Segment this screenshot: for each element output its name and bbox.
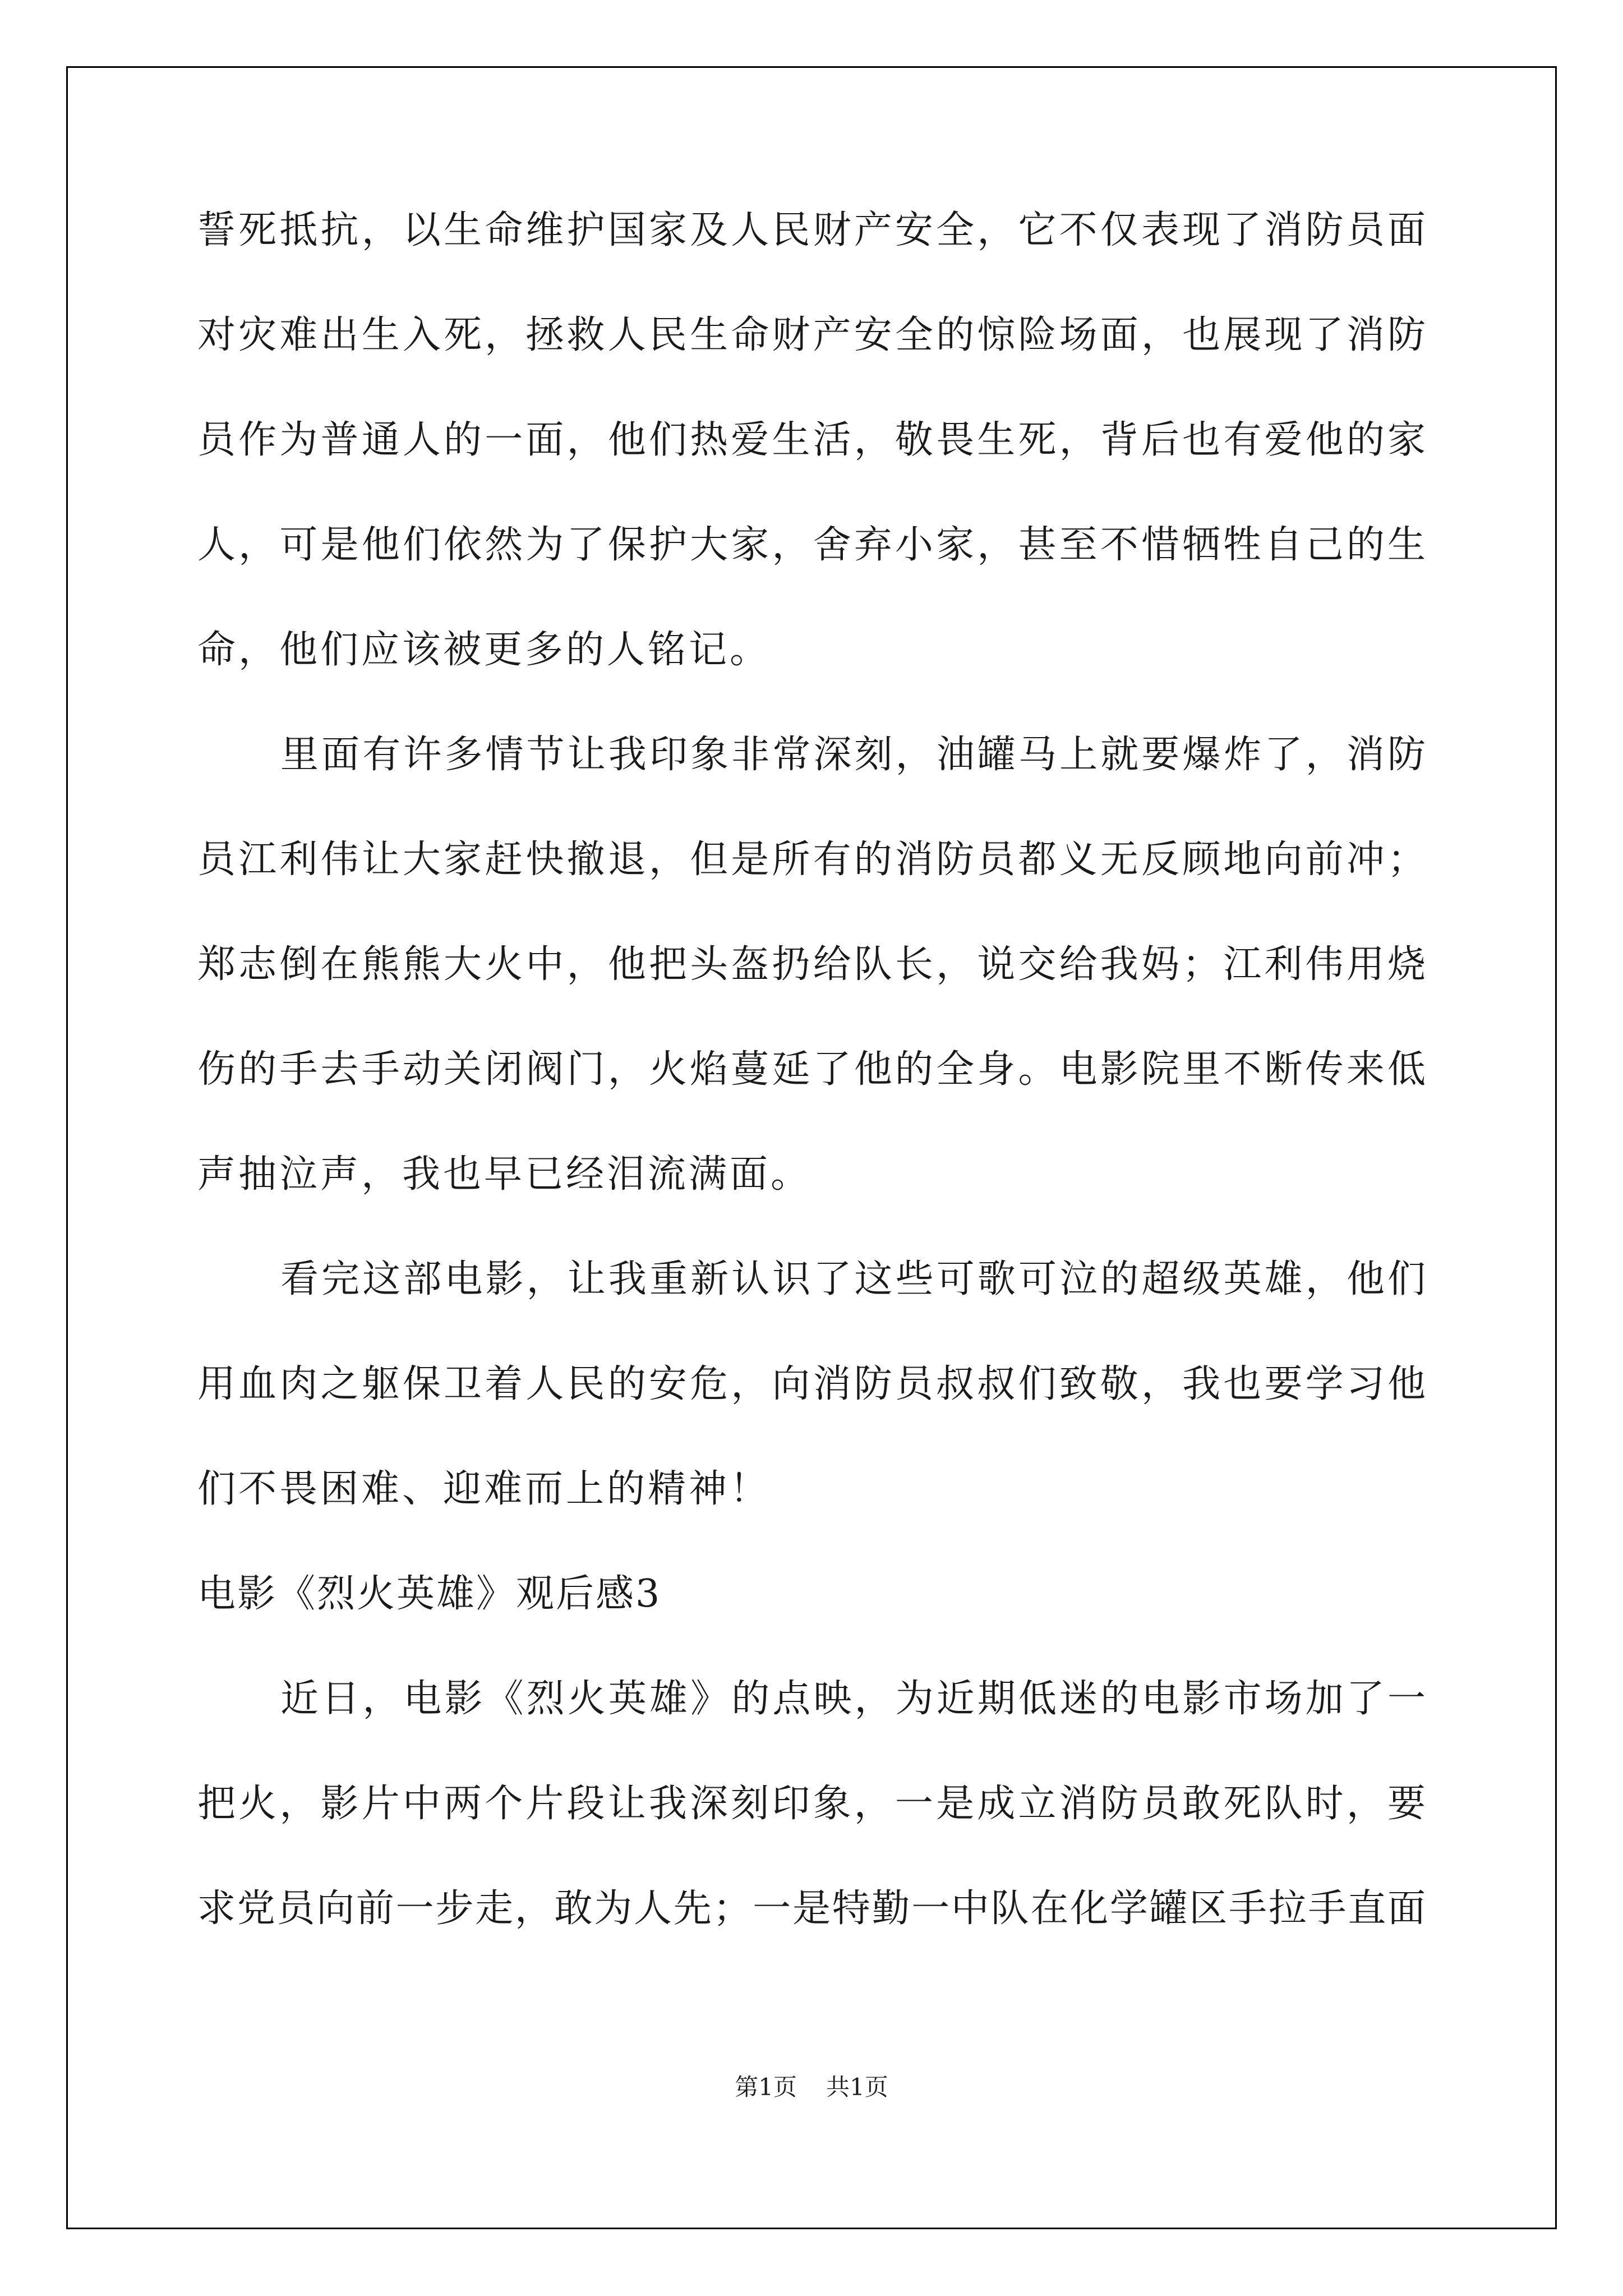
text-line: 们不畏困难、迎难而上的精神！ — [197, 1467, 771, 1511]
page-footer — [0, 2073, 1623, 2101]
text-line: 把火，影片中两个片段让我深刻印象，一是成立消防员敢死队时，要 — [197, 1782, 1426, 1826]
text-line: 誓死抵抗，以生命维护国家及人民财产安全，它不仅表现了消防员面 — [197, 208, 1426, 252]
paragraph-first-line: 近日，电影《烈火英雄》的点映，为近期低迷的电影市场加了一 — [280, 1677, 1426, 1721]
text-line: 郑志倒在熊熊大火中，他把头盔扔给队长，说交给我妈；江利伟用烧 — [197, 942, 1426, 987]
section-heading: 电影《烈火英雄》观后感3 — [197, 1572, 662, 1616]
page-number: 第1页 — [735, 2073, 797, 2101]
text-line: 伤的手去手动关闭阀门，火焰蔓延了他的全身。电影院里不断传来低 — [197, 1047, 1426, 1092]
text-line: 对灾难出生入死，拯救人民生命财产安全的惊险场面，也展现了消防 — [197, 313, 1426, 357]
text-line: 求党员向前一步走，敢为人先；一是特勤一中队在化学罐区手拉手直面 — [197, 1887, 1426, 1931]
text-line: 用血肉之躯保卫着人民的安危，向消防员叔叔们致敬，我也要学习他 — [197, 1362, 1426, 1406]
paragraph-first-line: 里面有许多情节让我印象非常深刻，油罐马上就要爆炸了，消防 — [280, 733, 1426, 777]
text-line: 人，可是他们依然为了保护大家，舍弃小家，甚至不惜牺牲自己的生 — [197, 523, 1426, 567]
text-line: 声抽泣声，我也早已经泪流满面。 — [197, 1152, 812, 1197]
text-line: 员作为普通人的一面，他们热爱生活，敬畏生死，背后也有爱他的家 — [197, 418, 1426, 462]
page-total: 共1页 — [826, 2073, 888, 2101]
paragraph-first-line: 看完这部电影，让我重新认识了这些可歌可泣的超级英雄，他们 — [280, 1257, 1426, 1301]
text-line: 命，他们应该被更多的人铭记。 — [197, 628, 771, 672]
text-line: 员江利伟让大家赶快撤退，但是所有的消防员都义无反顾地向前冲； — [197, 838, 1426, 882]
